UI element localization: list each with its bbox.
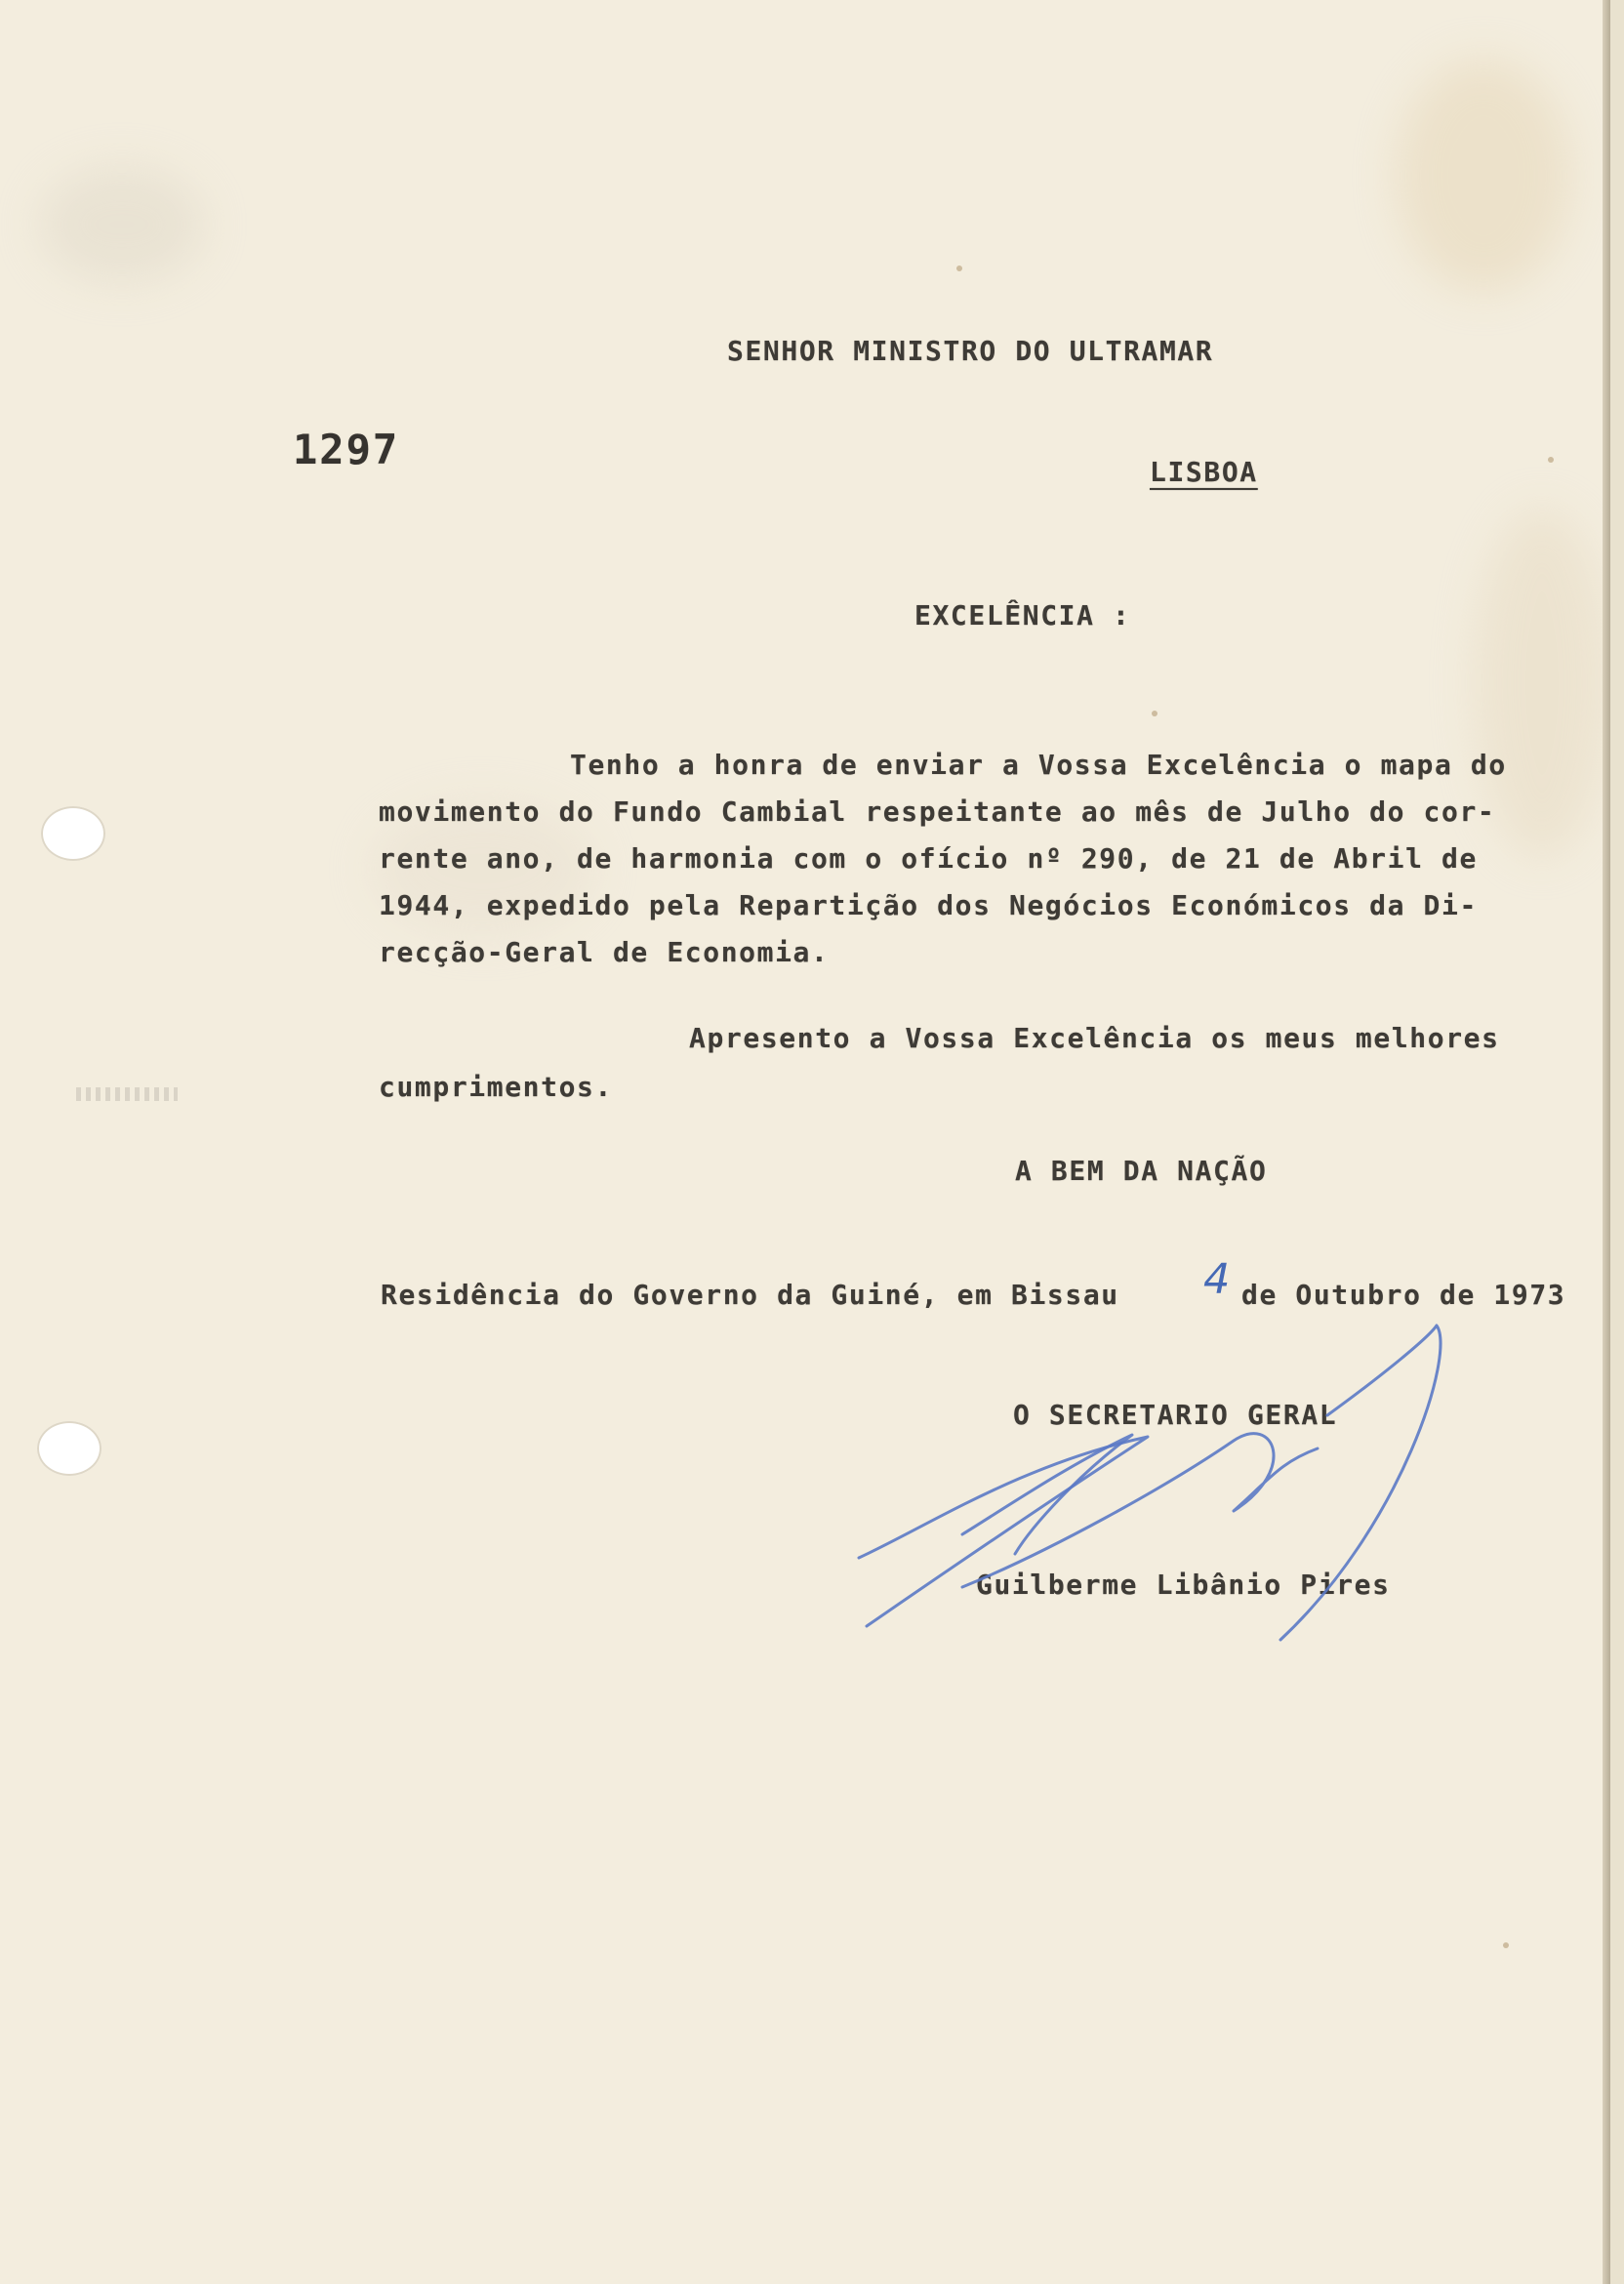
- punch-hole: [41, 806, 105, 861]
- signatory-title: O SECRETARIO GERAL: [1013, 1399, 1338, 1431]
- paper-edge: [1603, 0, 1610, 2284]
- body-line: recção-Geral de Economia.: [379, 936, 830, 968]
- date-month-year: de Outubro de 1973: [1241, 1279, 1566, 1311]
- closing-line: cumprimentos.: [379, 1071, 613, 1103]
- body-line: 1944, expedido pela Repartição dos Negócios Económicos da Di-: [379, 889, 1478, 921]
- body-line: movimento do Fundo Cambial respeitante ao mês de Julho do cor-: [379, 795, 1496, 828]
- recipient-city: LISBOA: [1150, 456, 1258, 488]
- paper-speck: [1548, 457, 1554, 463]
- paper-speck: [1503, 1942, 1509, 1948]
- paper-speck: [956, 265, 962, 271]
- punch-hole: [37, 1421, 102, 1476]
- place-date-line: Residência do Governo da Guiné, em Bissau: [381, 1279, 1119, 1311]
- margin-smudge: [76, 1087, 178, 1101]
- handwritten-date-day: 4: [1203, 1255, 1231, 1304]
- paper-speck: [1152, 711, 1157, 716]
- signatory-name: Guilberme Libânio Pires: [976, 1569, 1391, 1601]
- paper-stain: [1396, 59, 1571, 293]
- paper-stain: [39, 166, 205, 283]
- reference-number: 1297: [293, 426, 400, 473]
- closing-line: Apresento a Vossa Excelência os meus melhores: [689, 1022, 1500, 1054]
- salutation: EXCELÊNCIA :: [914, 599, 1131, 632]
- letter-body: [379, 742, 1579, 976]
- recipient-title: SENHOR MINISTRO DO ULTRAMAR: [727, 335, 1214, 367]
- closing-motto: A BEM DA NAÇÃO: [1015, 1155, 1268, 1187]
- body-line: rente ano, de harmonia com o ofício nº 290, de 21 de Abril de: [379, 842, 1478, 875]
- body-line: Tenho a honra de enviar a Vossa Excelência o mapa do: [570, 749, 1507, 781]
